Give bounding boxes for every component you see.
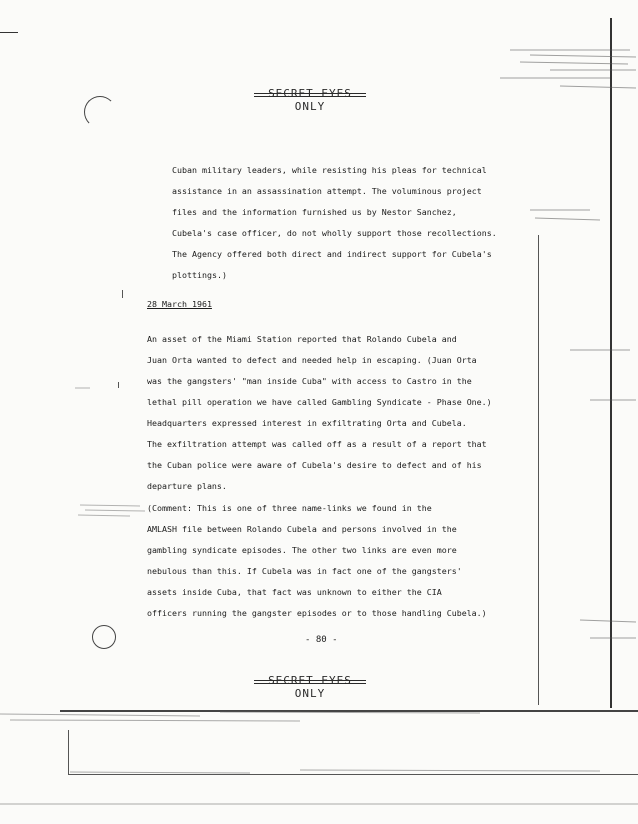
text-line: Cubela's case officer, do not wholly support those recollections. xyxy=(172,228,497,238)
strikethrough-line xyxy=(254,683,366,684)
punch-hole-bottom xyxy=(92,625,116,649)
paragraph-continuation xyxy=(172,160,497,286)
strikethrough-line xyxy=(254,680,366,681)
strikethrough-line xyxy=(254,96,366,97)
text-line: officers running the gangster episodes or to those handling Cubela.) xyxy=(147,608,487,618)
text-line: the Cuban police were aware of Cubela's desire to defect and of his xyxy=(147,460,482,470)
classification-header-text: ONLY xyxy=(294,100,326,113)
classification-header xyxy=(254,87,366,113)
punch-hole-top xyxy=(84,96,116,128)
classification-footer-text: ONLY xyxy=(294,687,326,700)
text-line: assistance in an assassination attempt. The voluminous project xyxy=(172,186,482,196)
text-line: AMLASH file between Rolando Cubela and persons involved in the xyxy=(147,524,457,534)
paragraph-comment xyxy=(147,498,487,624)
margin-mark xyxy=(118,382,119,388)
text-line: (Comment: This is one of three name-links we found in the xyxy=(147,503,432,513)
text-line: gambling syndicate episodes. The other two links are even more xyxy=(147,545,457,555)
text-line: files and the information furnished us by Nestor Sanchez, xyxy=(172,207,457,217)
scan-noise-left xyxy=(60,380,150,530)
text-line: nebulous than this. If Cubela was in fact one of the gangsters' xyxy=(147,566,462,576)
text-line: The Agency offered both direct and indirect support for Cubela's xyxy=(172,249,492,259)
text-line: plottings.) xyxy=(172,270,227,280)
paragraph-report xyxy=(147,329,492,497)
scan-noise-bottom xyxy=(0,700,638,815)
text-line: Headquarters expressed interest in exfiltrating Orta and Cubela. xyxy=(147,418,467,428)
text-line: Juan Orta wanted to defect and needed help in escaping. (Juan Orta xyxy=(147,355,477,365)
corner-mark xyxy=(0,32,18,33)
page-number: - 80 - xyxy=(305,635,338,645)
strikethrough-line xyxy=(254,93,366,94)
text-line: assets inside Cuba, that fact was unknown to either the CIA xyxy=(147,587,442,597)
scan-noise-right xyxy=(490,20,638,740)
text-line: An asset of the Miami Station reported that Rolando Cubela and xyxy=(147,334,457,344)
text-line: departure plans. xyxy=(147,481,227,491)
text-line: The exfiltration attempt was called off as a result of a report that xyxy=(147,439,487,449)
margin-mark xyxy=(122,290,123,298)
text-line: Cuban military leaders, while resisting his pleas for technical xyxy=(172,165,487,175)
classification-footer xyxy=(254,674,366,700)
text-line: was the gangsters' "man inside Cuba" with access to Castro in the xyxy=(147,376,472,386)
text-line: lethal pill operation we have called Gambling Syndicate - Phase One.) xyxy=(147,397,492,407)
date-heading: 28 March 1961 xyxy=(147,299,212,309)
